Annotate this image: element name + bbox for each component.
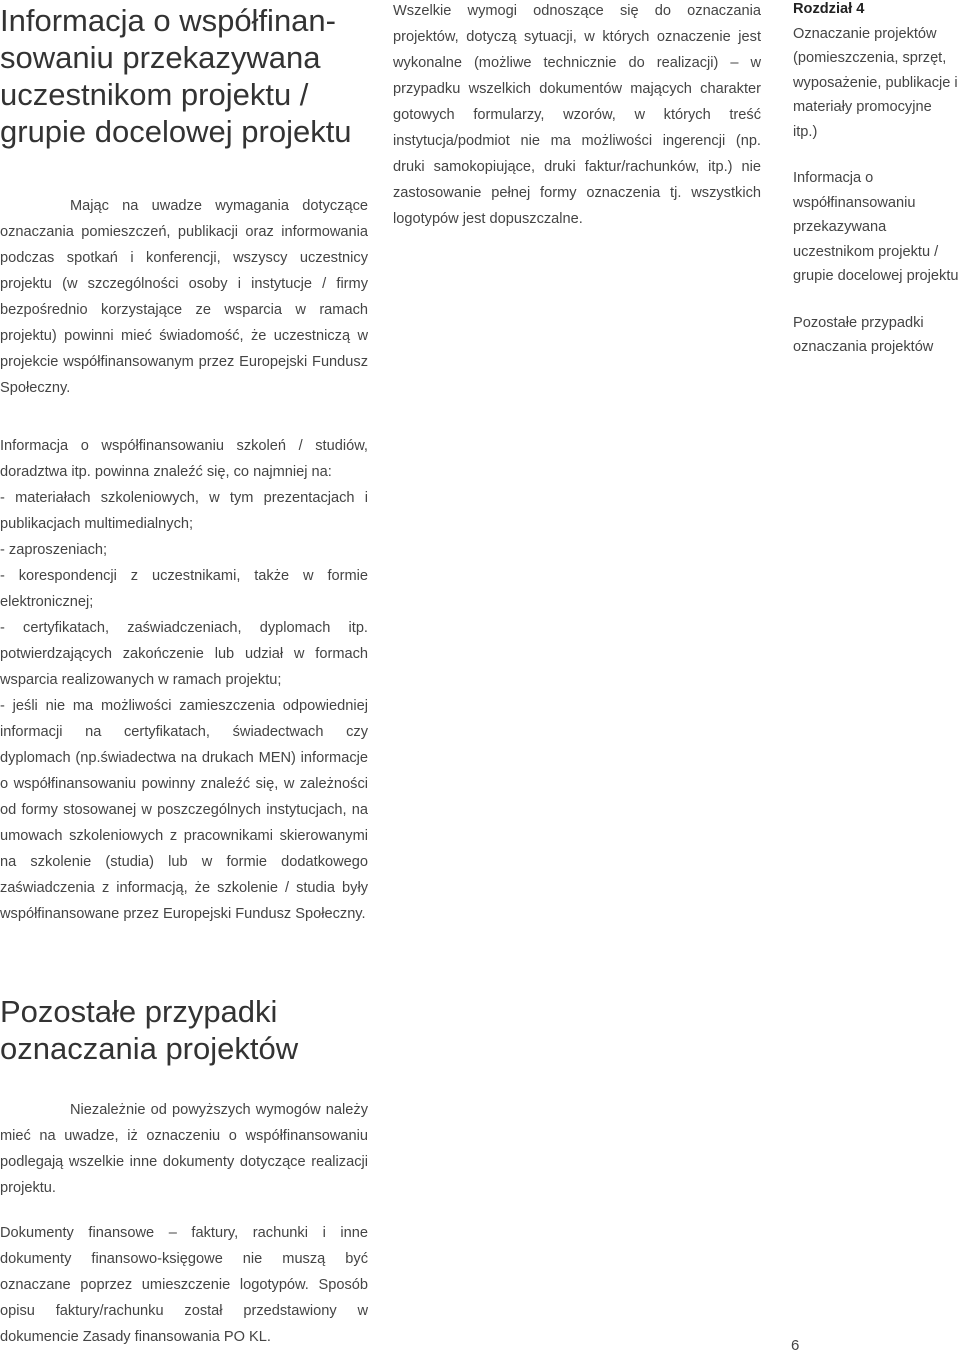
middle-paragraph <box>393 0 761 232</box>
sidebar-item-intro[interactable]: Informacja o współfinansowaniu przekazywana uczestnikom projektu / grupie docelowej projektu <box>793 170 959 284</box>
page-number: 6 <box>791 1337 800 1354</box>
middle-text: Wszelkie wymogi odnoszące się do oznaczania projektów, dotyczą sytuacji, w których oznaczenie jest wykonalne (możliwe technicznie do realizacji) – w przypadku wszelkich dokumentów mających charakter gotowych formularzy, wzorów, w których treść instytucja/podmiot nie ma możliwości ingerencji (np. druki samokopiujące, druki faktur/rachunków, itp.) nie zastosowanie pełnej formy oznaczenia tj. wszystkich logotypów jest dopuszczalne. <box>393 3 761 227</box>
training-line: - zaproszeniach; <box>0 542 108 558</box>
training-line: - jeśli nie ma możliwości zamieszczenia odpowiedniej informacji na certyfikatach, świadectwach czy dyplomach (np.świadectwa na drukach MEN) informacje o współfinansowaniu powinny znaleźć się, w zależności od formy stosowanej w poszczególnych instytucjach, na umowach szkoleniowych z pracownikami skierowanymi na szkolenie (studia) lub w formie dodatkowego zaświadczenia z informacją, że szkolenie / studia były współfinansowane przez Europejski Fundusz Społeczny. <box>0 698 368 922</box>
other-cases-paragraph-2 <box>0 1220 368 1350</box>
sidebar-chapter-block <box>793 0 960 144</box>
training-info <box>0 433 368 927</box>
training-line: Informacja o współfinansowaniu szkoleń / studiów, doradztwa itp. powinna znaleźć się, co najmniej na: <box>0 438 368 480</box>
section-heading-intro: Informacja o współfinan-sowaniu przekazywana uczestnikom projektu / grupie docelowej projektu <box>0 3 352 149</box>
other-cases-paragraph-1 <box>0 1097 368 1201</box>
other-cases-text-2: Dokumenty finansowe – faktury, rachunki i inne dokumenty finansowo-księgowe nie muszą być oznaczane poprzez umieszczenie logotypów. Sposób opisu faktury/rachunku został przedstawiony w dokumencie Zasady finansowania PO KL. <box>0 1225 368 1345</box>
training-line: - materiałach szkoleniowych, w tym prezentacjach i publikacjach multimedialnych; <box>0 490 368 532</box>
training-line: - certyfikatach, zaświadczeniach, dyplomach itp. potwierdzających zakończenie lub udział w formach wsparcia realizowanych w ramach projektu; <box>0 620 368 688</box>
intro-paragraph <box>0 193 368 401</box>
sidebar-item-other-cases[interactable]: Pozostałe przypadki oznaczania projektów <box>793 314 934 355</box>
intro-text: Mając na uwadze wymagania dotyczące oznaczania pomieszczeń, publikacji oraz informowania podczas spotkań i konferencji, wszyscy uczestnicy projektu (w szczególności osoby i instytucje / firmy bezpośrednio korzystające ze wsparcia w ramach projektu) powinni mieć świadomość, że uczestniczą w projekcie współfinansowanym przez Europejski Fundusz Społeczny. <box>0 198 368 396</box>
chapter-title: Rozdział 4 <box>793 1 865 17</box>
heading-line: oznaczania projektów <box>0 1031 299 1066</box>
chapter-subtitle: Oznaczanie projektów (pomieszczenia, sprzęt, wyposażenie, publikacje i materiały promocyjne itp.) <box>793 25 958 140</box>
sidebar <box>793 0 960 382</box>
training-line: - korespondencji z uczestnikami, także w formie elektronicznej; <box>0 568 368 610</box>
heading-line: Pozostałe przypadki <box>0 994 278 1029</box>
other-cases-text-1: Niezależnie od powyższych wymogów należy mieć na uwadze, iż oznaczeniu o współfinansowaniu podlegają wszelkie inne dokumenty dotyczące realizacji projektu. <box>0 1102 368 1196</box>
section-heading-other-cases <box>0 993 368 1067</box>
